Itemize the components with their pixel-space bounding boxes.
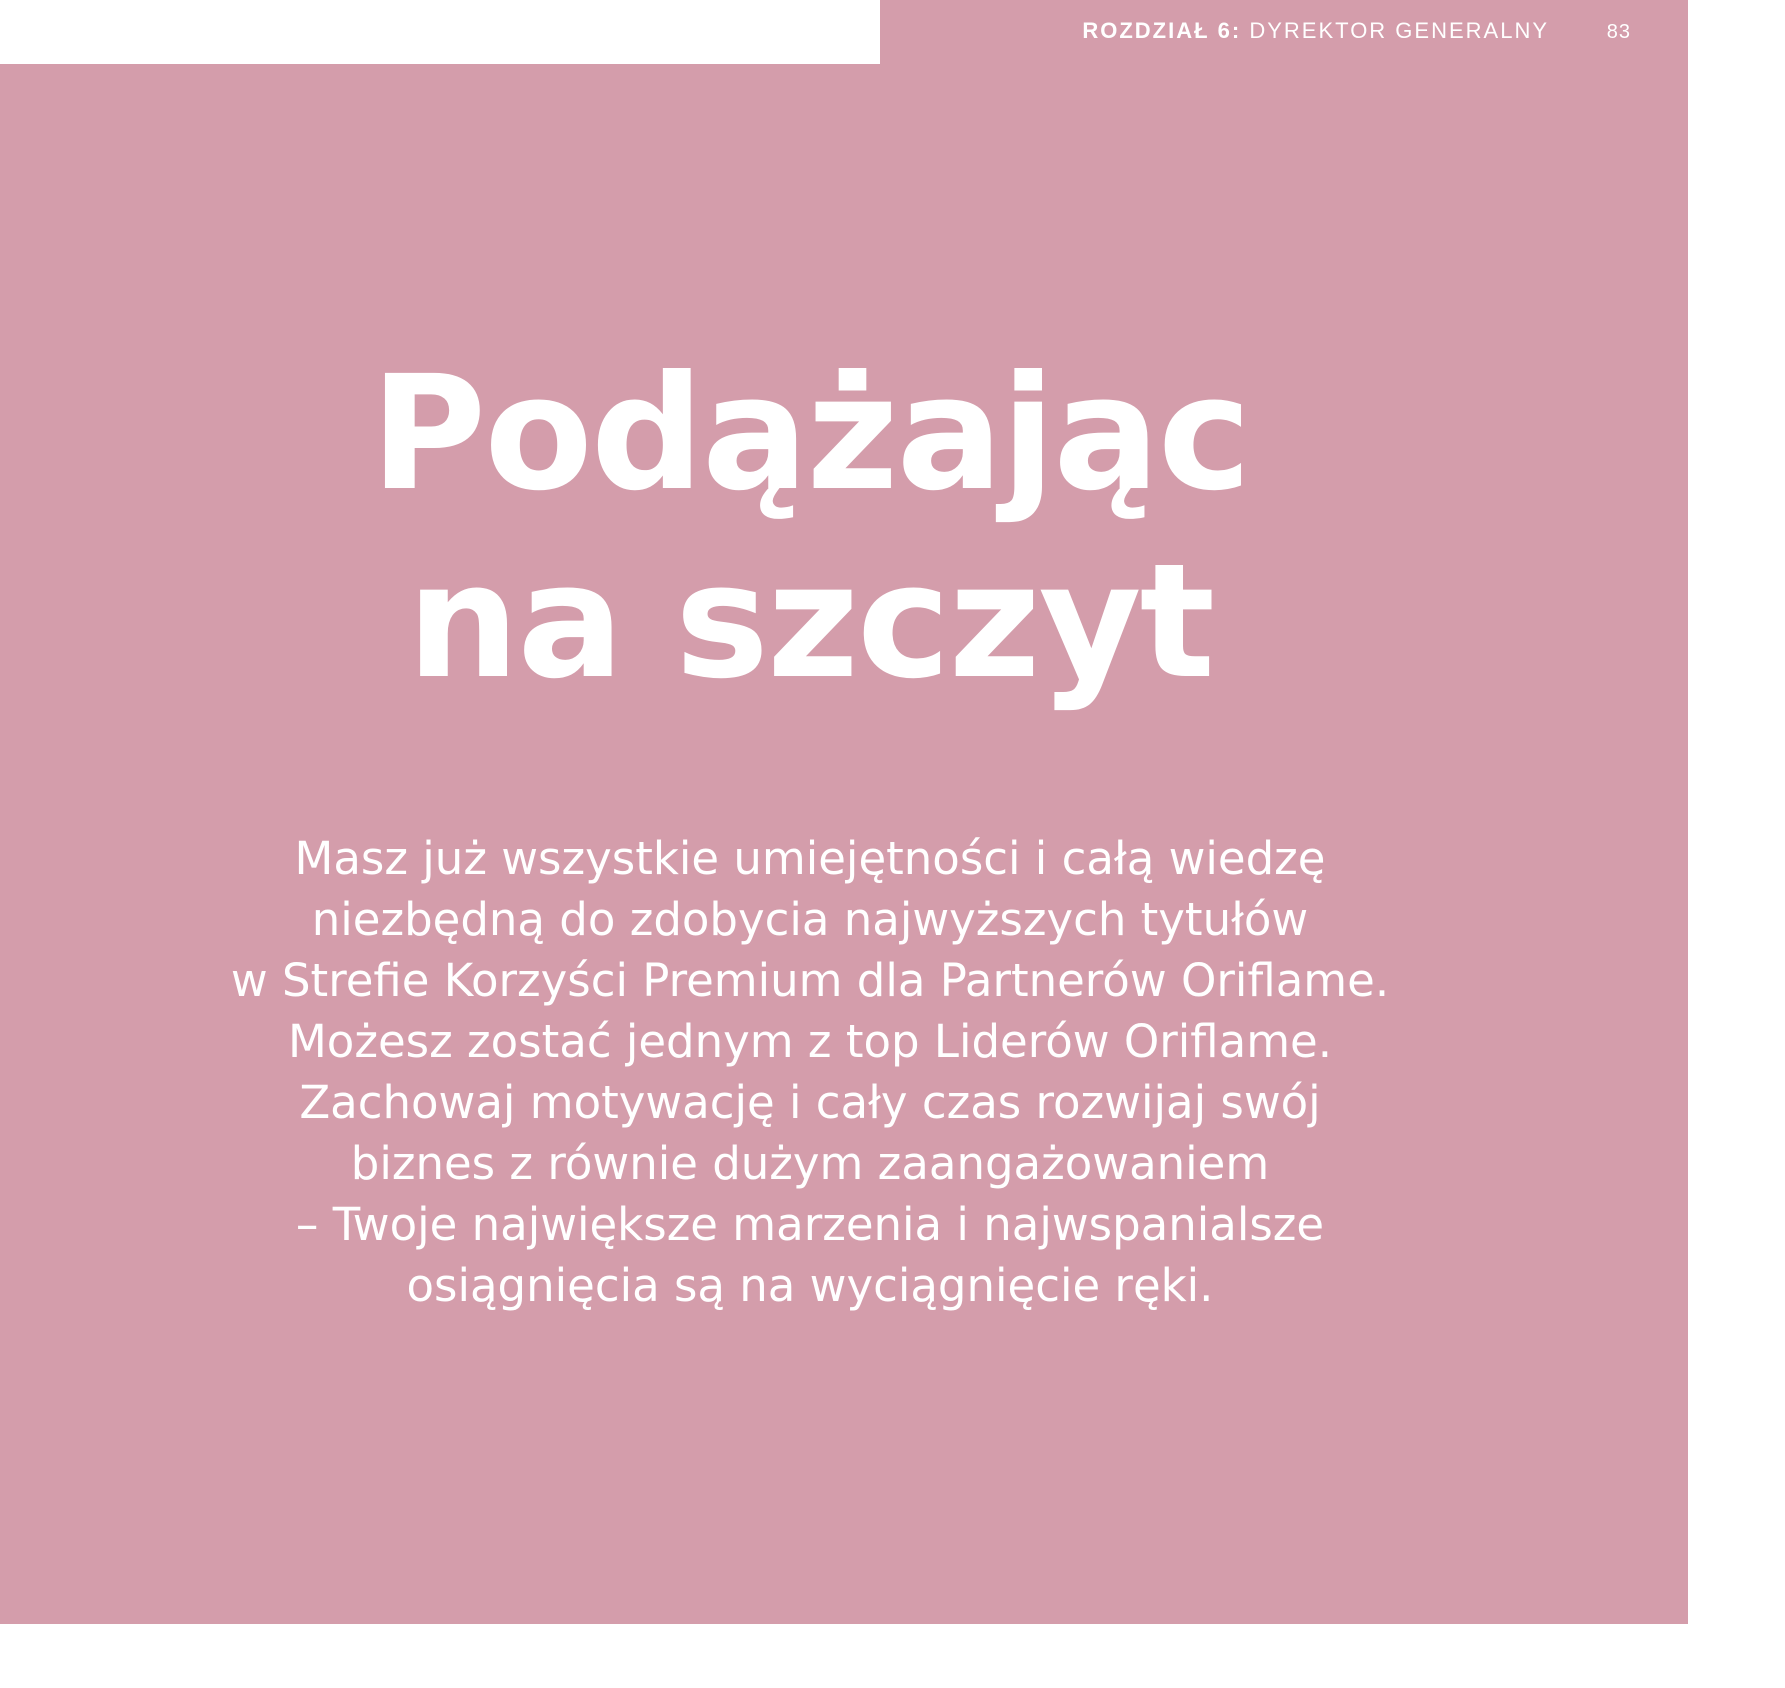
body-paragraph <box>0 828 1620 1316</box>
body-line: Masz już wszystkie umiejętności i całą wiedzę <box>294 832 1326 885</box>
body-line: w Strefie Korzyści Premium dla Partnerów Oriflame. <box>230 954 1390 1007</box>
title-line-2: na szczyt <box>406 530 1214 714</box>
chapter-label: ROZDZIAŁ 6: <box>1082 18 1242 43</box>
running-header <box>1082 18 1631 44</box>
body-line: Zachowaj motywację i cały czas rozwijaj swój <box>299 1076 1321 1129</box>
chapter-title: DYREKTOR GENERALNY <box>1249 18 1549 43</box>
title-line-1: Podążając <box>370 342 1250 526</box>
page-title <box>0 340 1620 716</box>
body-line: niezbędną do zdobycia najwyższych tytułów <box>311 893 1309 946</box>
body-line: – Twoje największe marzenia i najwspanialsze <box>295 1198 1325 1251</box>
body-line: Możesz zostać jednym z top Liderów Oriflame. <box>287 1015 1333 1068</box>
body-line: osiągnięcia są na wyciągnięcie ręki. <box>406 1259 1214 1312</box>
page-number: 83 <box>1606 21 1631 43</box>
body-line: biznes z równie dużym zaangażowaniem <box>350 1137 1270 1190</box>
